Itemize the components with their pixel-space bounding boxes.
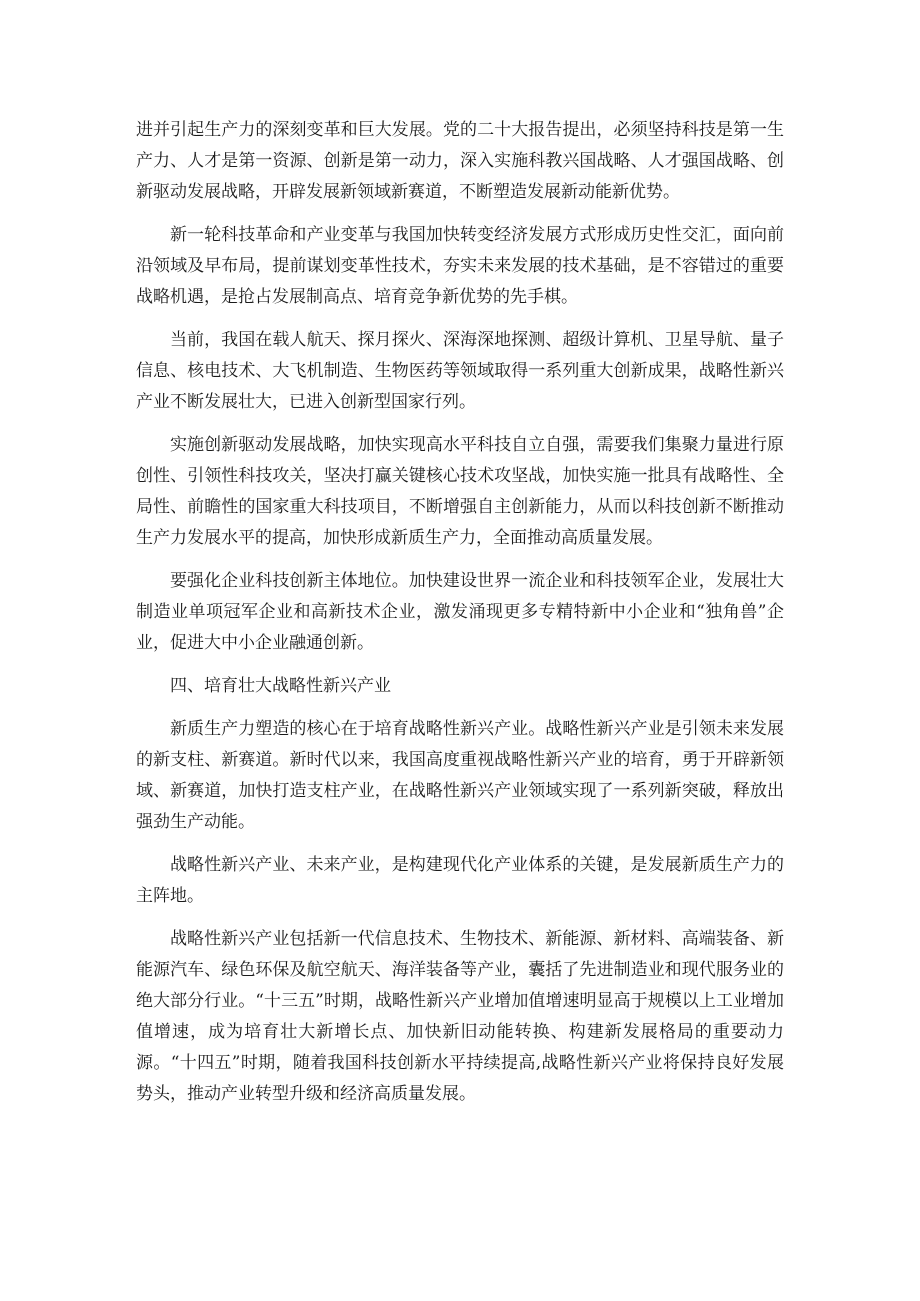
paragraph-tech-revolution: 新一轮科技革命和产业变革与我国加快转变经济发展方式形成历史性交汇，面向前沿领域及早布局，提前谋划变革性技术，夯实未来发展的技术基础，是不容错过的重要战略机遇，是抢占发展制高点、培育竞争新优势的先手棋。: [136, 225, 784, 307]
paragraph-enterprise-innovation: 要强化企业科技创新主体地位。加快建设世界一流企业和科技领军企业，发展壮大制造业单项冠军企业和高新技术企业，激发涌现更多专精特新中小企业和“独角兽”企业，促进大中小企业融通创新。: [136, 571, 784, 653]
section-heading: 四、培育壮大战略性新兴产业: [170, 676, 391, 696]
paragraph-emerging-industries: 新质生产力塑造的核心在于培育战略性新兴产业。战略性新兴产业是引领未来发展的新支柱、新赛道。新时代以来，我国高度重视战略性新兴产业的培育，勇于开辟新领域、新赛道，加快打造支柱产业，在战略性新兴产业领域实现了一系列新突破，释放出强劲生产动能。: [136, 719, 784, 832]
paragraph-innovation-strategy: 实施创新驱动发展战略，加快实现高水平科技自立自强，需要我们集聚力量进行原创性、引领性科技攻关，坚决打赢关键核心技术攻坚战，加快实施一批具有战略性、全局性、前瞻性的国家重大科技项目，不断增强自主创新能力，从而以科技创新不断推动生产力发展水平的提高，加快形成新质生产力，全面推动高质量发展。: [136, 435, 784, 548]
paragraph-current-achievements: 当前，我国在载人航天、探月探火、深海深地探测、超级计算机、卫星导航、量子信息、核电技术、大飞机制造、生物医药等领域取得一系列重大创新成果，战略性新兴产业不断发展壮大，已进入创新型国家行列。: [136, 330, 784, 412]
paragraph-future-industries: 战略性新兴产业、未来产业，是构建现代化产业体系的关键，是发展新质生产力的主阵地。: [136, 855, 784, 906]
paragraph-industry-scope: 战略性新兴产业包括新一代信息技术、生物技术、新能源、新材料、高端装备、新能源汽车、绿色环保及航空航天、海洋装备等产业，囊括了先进制造业和现代服务业的绝大部分行业。“十三五”时期，战略性新兴产业增加值增速明显高于规模以上工业增加值增速，成为培育壮大新增长点、加快新旧动能转换、构建新发展格局的重要动力源。“十四五”时期，随着我国科技创新水平持续提高,战略性新兴产业将保持良好发展势头，推动产业转型升级和经济高质量发展。: [136, 929, 784, 1104]
document-body: [136, 115, 784, 1122]
paragraph-continuation: 进并引起生产力的深刻变革和巨大发展。党的二十大报告提出，必须坚持科技是第一生产力、人才是第一资源、创新是第一动力，深入实施科教兴国战略、人才强国战略、创新驱动发展战略，开辟发展新领域新赛道，不断塑造发展新动能新优势。: [136, 120, 784, 202]
